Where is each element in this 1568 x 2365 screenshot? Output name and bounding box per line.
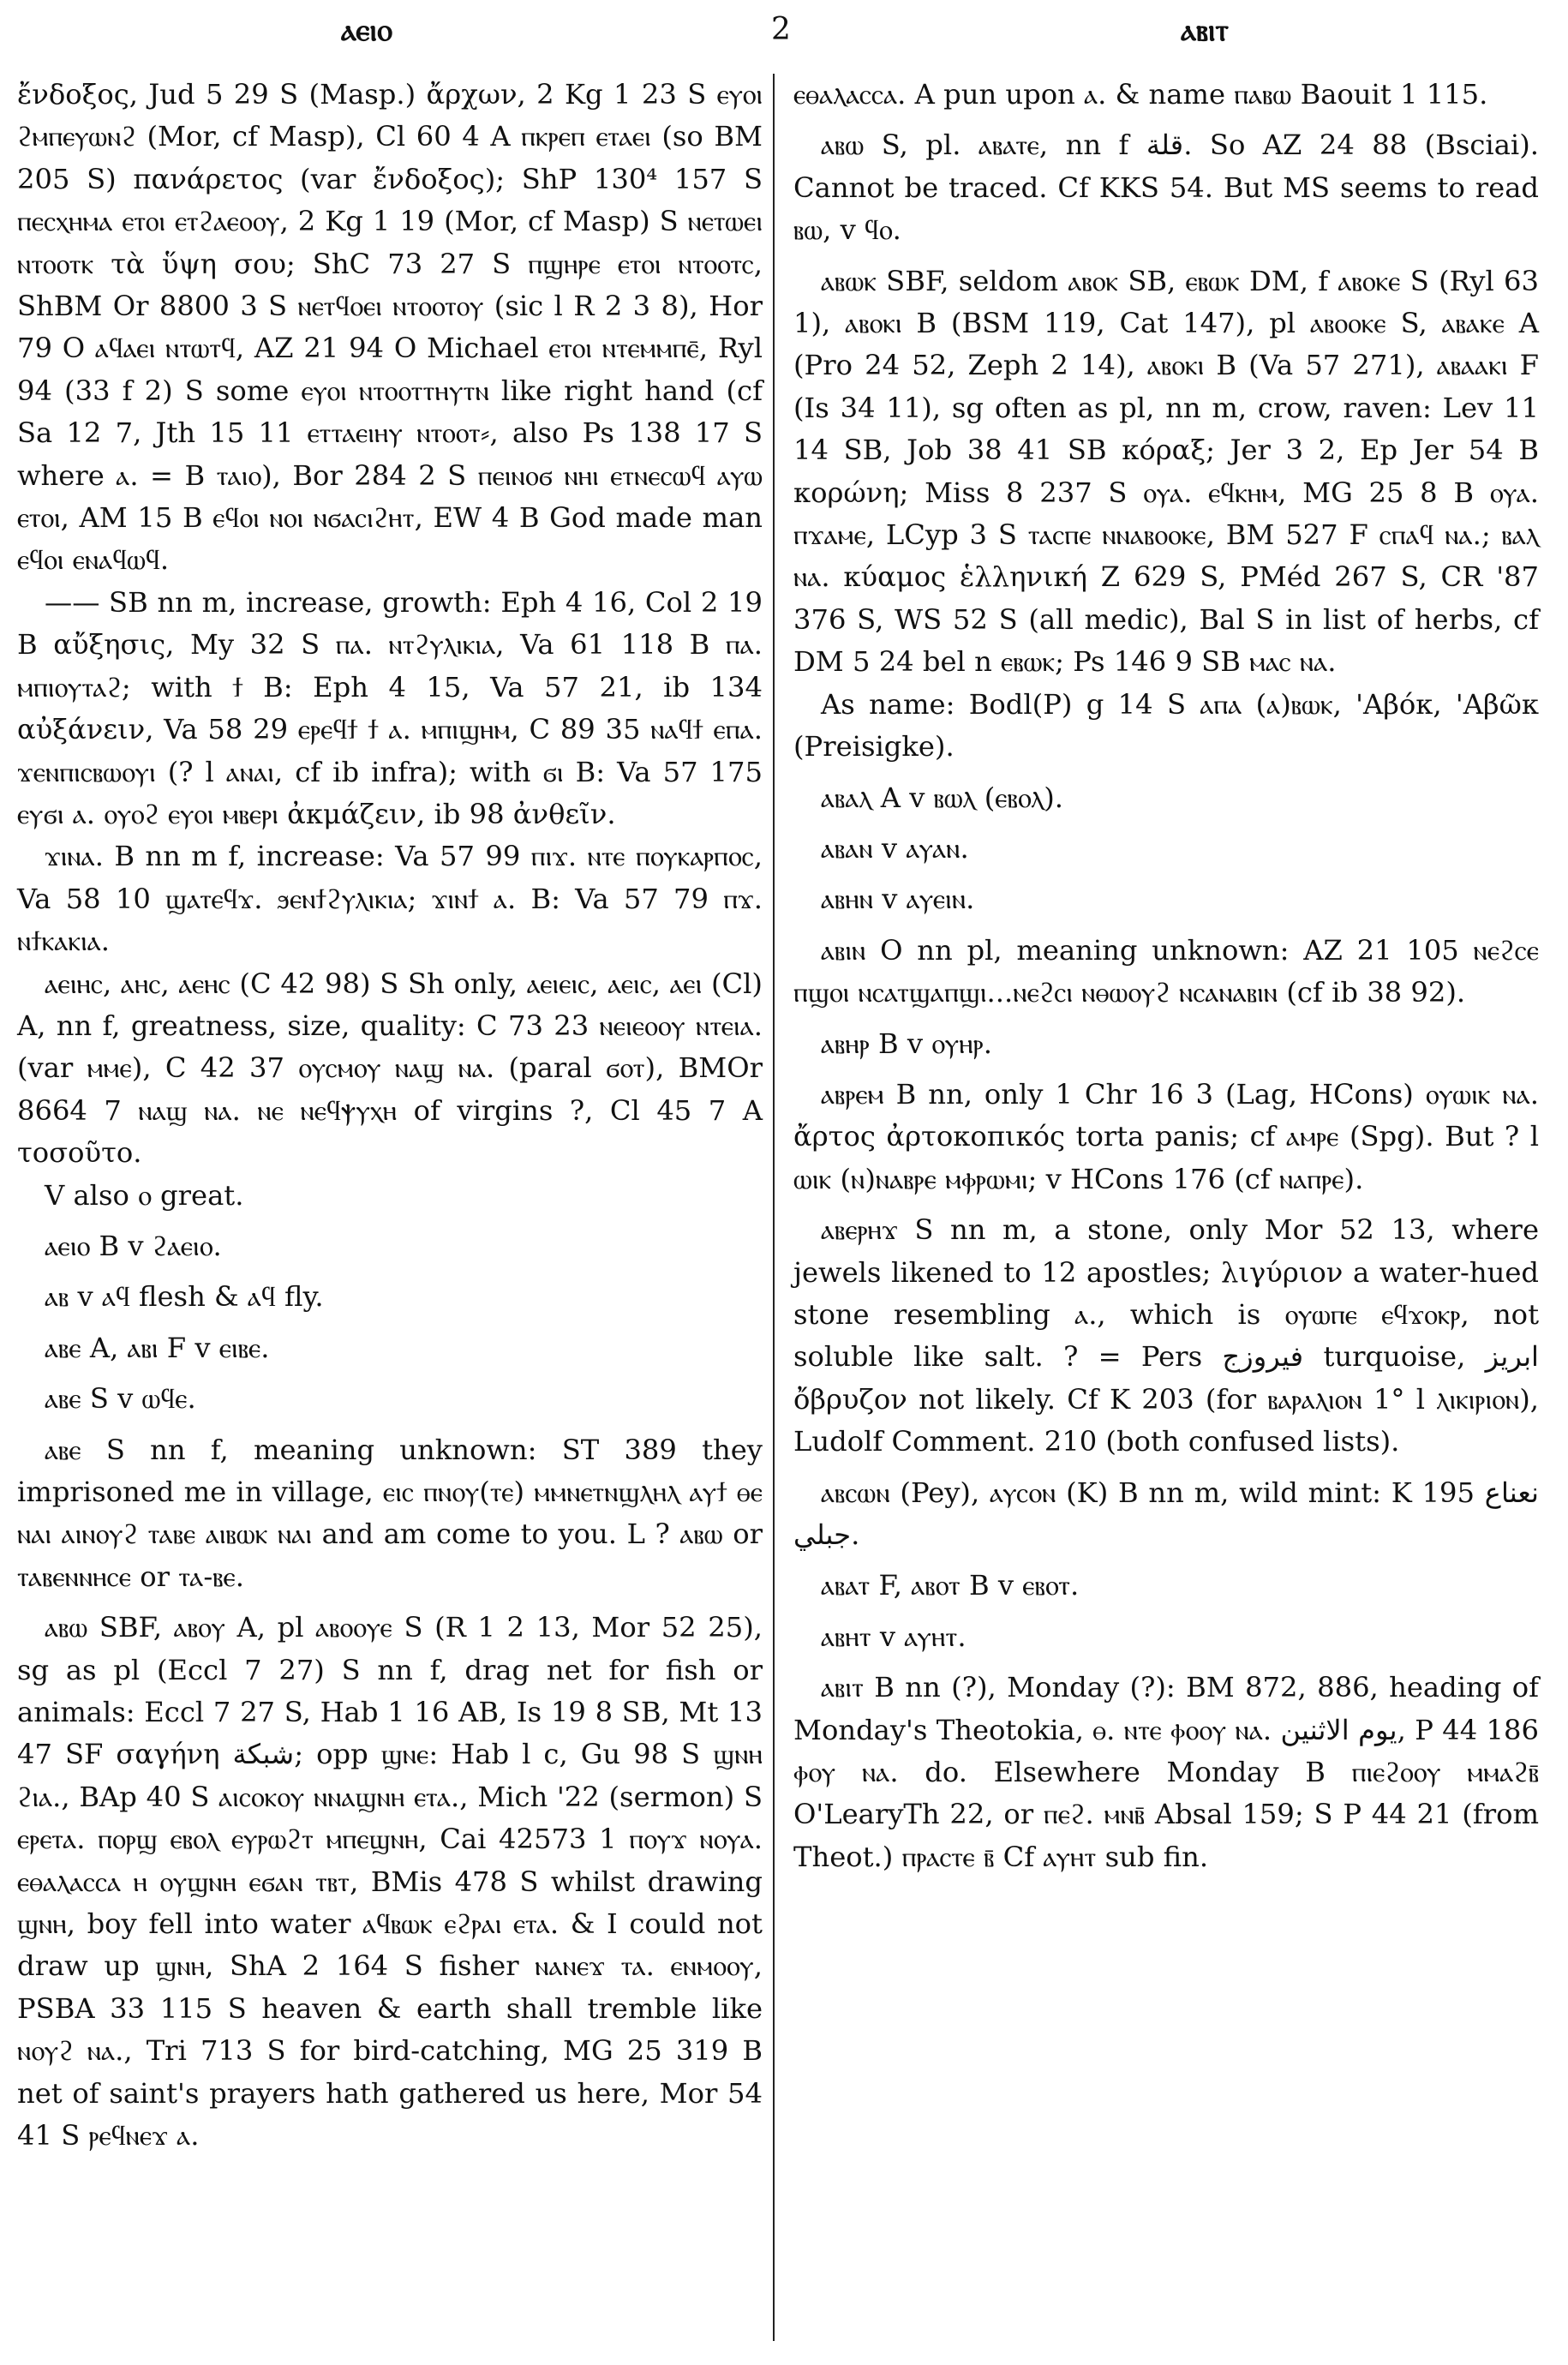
column-divider bbox=[773, 74, 775, 2341]
entry: ⲁⲃⲱ S, pl. ⲁⲃⲁⲧⲉ, nn f قلة. So AZ 24 88 (Bsciai). Cannot be traced. Cf KKS 54. But MS seems to read ⲃⲱ, v ϥⲟ. bbox=[793, 129, 1539, 247]
entry: ⲁⲃⲱⲕ SBF, seldom ⲁⲃⲟⲕ SB, ⲉⲃⲱⲕ DM, f ⲁⲃⲟⲕⲉ S (Ryl 63 1), ⲁⲃⲟⲕⲓ B (BSM 119, Cat 147), pl ⲁⲃⲟⲟⲕⲉ S, ⲁⲃⲁⲕⲉ A (Pro 24 52, Zeph 2 14), ⲁⲃⲟⲕⲓ B (Va 57 271), ⲁⲃⲁⲁⲕⲓ F (Is 34 11), sg often as pl, nn m, crow, raven: Lev 11 14 SB, Job 38 41 SB κόραξ; Jer 3 2, Ep Jer 54 B κορώνη; Miss 8 237 S ⲟⲩⲁ. ⲉϥⲕⲏⲙ, MG 25 8 B ⲟⲩⲁ. ⲡϫⲁⲙⲉ, LCyp 3 S ⲧⲁⲥⲡⲉ ⲛⲛⲁⲃⲟⲟⲕⲉ, BM 527 F ⲥⲡⲁϥ ⲛⲁ.; ⲃⲁⲗ ⲛⲁ. κύαμος ἑλληνική Z 629 S, PMéd 267 S, CR '87 376 S, WS 52 S (all medic), Bal S in list of herbs, cf DM 5 24 bel n ⲉⲃⲱⲕ; Ps 146 9 SB ⲙⲁⲥ ⲛⲁ. bbox=[793, 264, 1539, 679]
entry: ⲁⲉⲓⲟ B v ϩⲁⲉⲓⲟ. bbox=[45, 1229, 222, 1262]
paragraph: ϫⲓⲛⲁ. B nn m f, increase: Va 57 99 ⲡⲓϫ. ⲛⲧⲉ ⲡⲟⲩⲕⲁⲣⲡⲟⲥ, Va 58 10 ϣⲁⲧⲉϥϫ. ϧⲉⲛϯϩⲩⲗⲓⲕⲓⲁ; ϫⲓⲛϯ ⲁ. B: Va 57 79 ⲡϫ. ⲛϯⲕⲁⲕⲓⲁ. bbox=[17, 840, 763, 958]
paragraph: As name: Bodl(P) g 14 S ⲁⲡⲁ (ⲁ)ⲃⲱⲕ, 'Αβόκ, 'Αβῶκ (Preisigke). bbox=[793, 687, 1539, 763]
entry: ⲁⲃⲏⲧ v ⲁⲩⲏⲧ. bbox=[821, 1620, 967, 1653]
entry: ⲁⲃⲉ A, ⲁⲃⲓ F v ⲉⲓⲃⲉ. bbox=[45, 1331, 270, 1364]
page-number: 2 bbox=[771, 12, 791, 47]
entry: ⲁⲃⲁⲗ A v ⲃⲱⲗ (ⲉⲃⲟⲗ). bbox=[821, 781, 1064, 814]
running-head-right: ⲁⲃⲓⲧ bbox=[1181, 12, 1229, 48]
entry: ⲁⲃⲥⲱⲛ (Pey), ⲁⲩⲥⲟⲛ (K) B nn m, wild mint: K 195 نعناع جبلي. bbox=[793, 1476, 1539, 1551]
running-head-left: ⲁⲉⲓⲟ bbox=[341, 12, 392, 48]
entry: ⲁⲃⲉⲣⲏϫ S nn m, a stone, only Mor 52 13, where jewels likened to 12 apostles; λιγύριον a water-hued stone resembling ⲁ., which is ⲟⲩⲱⲡⲉ ⲉϥϫⲟⲕⲣ, not soluble like salt. ? = Pers فيروزج turquoise, ابريز ὄβρυζον not likely. Cf K 203 (for ⲃⲁⲣⲁⲗⲓⲟⲛ 1° l ⲗⲓⲕⲓⲣⲓⲟⲛ), Ludolf Comment. 210 (both confused lists). bbox=[793, 1213, 1539, 1458]
right-column bbox=[793, 74, 1539, 1878]
entry: ⲁⲃⲉ S nn f, meaning unknown: ST 389 they imprisoned me in village, ⲉⲓⲥ ⲡⲛⲟⲩ(ⲧⲉ) ⲙⲙⲛⲉⲧⲛϣⲗⲏⲗ ⲁⲩϯ ⲑⲉ ⲛⲁⲓ ⲁⲓⲛⲟⲩϩ ⲧⲁⲃⲉ ⲁⲓⲃⲱⲕ ⲛⲁⲓ and am come to you. L ? ⲁⲃⲱ or ⲧⲁⲃⲉⲛⲛⲏⲥⲉ or ⲧⲁ-ⲃⲉ. bbox=[17, 1433, 763, 1593]
paragraph: ⲁⲉⲓⲏⲥ, ⲁⲏⲥ, ⲁⲉⲏⲥ (C 42 98) S Sh only, ⲁⲉⲓⲉⲓⲥ, ⲁⲉⲓⲥ, ⲁⲉⲓ (Cl) A, nn f, greatness, size, quality: C 73 23 ⲛⲉⲓⲉⲟⲟⲩ ⲛⲧⲉⲓⲁ. (var ⲙⲙⲉ), C 42 37 ⲟⲩⲥⲙⲟⲩ ⲛⲁϣ ⲛⲁ. (paral ϭⲟⲧ), BMOr 8664 7 ⲛⲁϣ ⲛⲁ. ⲛⲉ ⲛⲉϥⲯⲩⲭⲏ of virgins ?, Cl 45 7 A τοσοῦτο. bbox=[17, 967, 763, 1170]
entry: ⲁⲃⲏⲛ v ⲁⲩⲉⲓⲛ. bbox=[821, 883, 975, 916]
entry: ⲁⲃⲏⲣ B v ⲟⲩⲏⲣ. bbox=[821, 1027, 992, 1060]
paragraph: ⲉⲑⲁⲗⲁⲥⲥⲁ. A pun upon ⲁ. & name ⲡⲁⲃⲱ Baouit 1 115. bbox=[793, 78, 1488, 111]
entry: ⲁⲃⲉ S v ⲱϥⲉ. bbox=[45, 1382, 196, 1416]
entry: ⲁⲃ v ⲁϥ flesh & ⲁϥ fly. bbox=[45, 1280, 324, 1314]
paragraph: —— SB nn m, increase, growth: Eph 4 16, Col 2 19 B αὔξησις, My 32 S ⲡⲁ. ⲛⲧϩⲩⲗⲓⲕⲓⲁ, Va 61 118 B ⲡⲁ. ⲙⲡⲓⲟⲩⲧⲁϩ; with ϯ B: Eph 4 15, Va 57 21, ib 134 αὐξάνειν, Va 58 29 ⲉⲣⲉϥϯ ϯ ⲁ. ⲙⲡⲓϣⲏⲙ, C 89 35 ⲛⲁϥϯ ⲉⲡⲁ. ϫⲉⲛⲡⲓⲥⲃⲱⲟⲩⲓ (? l ⲁⲛⲁⲓ, cf ib infra); with ϭⲓ B: Va 57 175 ⲉⲩϭⲓ ⲁ. ⲟⲩⲟϩ ⲉⲩⲟⲓ ⲙⲃⲉⲣⲓ ἀκμάζειν, ib 98 ἀνθεῖν. bbox=[17, 585, 763, 830]
entry: ⲁⲃⲁⲛ v ⲁⲩⲁⲛ. bbox=[821, 831, 969, 865]
entry: ⲁⲃⲓⲧ B nn (?), Monday (?): BM 872, 886, heading of Monday's Theotokia, ⲑ. ⲛⲧⲉ ⲫⲟⲟⲩ ⲛⲁ. يوم الاثنين, P 44 186 ⲫⲟⲩ ⲛⲁ. do. Elsewhere Monday B ⲡⲓⲉϩⲟⲟⲩ ⲙⲙⲁϩⲃ̄ O'LearyTh 22, or ⲡⲉϩ. ⲙⲛⲃ̄ Absal 159; S P 44 21 (from Theot.) ⲡⲣⲁⲥⲧⲉ ⲃ̄ Cf ⲁⲩⲏⲧ sub fin. bbox=[793, 1671, 1539, 1873]
left-column bbox=[17, 74, 763, 2158]
paragraph: V also ⲟ great. bbox=[45, 1178, 244, 1212]
entry: ⲁⲃⲓⲛ O nn pl, meaning unknown: AZ 21 105 ⲛⲉϩⲥⲉ ⲡϣⲟⲓ ⲛⲥⲁⲧϣⲁⲡϣⲓ...ⲛⲉϩⲥⲓ ⲛⲑⲱⲟⲩϩ ⲛⲥⲁⲛⲁⲃⲓⲛ (cf ib 38 92). bbox=[793, 933, 1539, 1009]
entry: ⲁⲃⲣⲉⲙ B nn, only 1 Chr 16 3 (Lag, HCons) ⲟⲩⲱⲓⲕ ⲛⲁ. ἄρτος ἀρτοκοπικός torta panis; cf ⲁⲙⲣⲉ (Spg). But ? l ⲱⲓⲕ (ⲛ)ⲛⲁⲃⲣⲉ ⲙⲫⲣⲱⲙⲓ; v HCons 176 (cf ⲛⲁⲡⲣⲉ). bbox=[793, 1077, 1539, 1195]
entry: ⲁⲃⲁⲧ F, ⲁⲃⲟⲧ B v ⲉⲃⲟⲧ. bbox=[821, 1569, 1080, 1602]
paragraph: ἔνδοξος, Jud 5 29 S (Masp.) ἄρχων, 2 Kg 1 23 S ⲉⲩⲟⲓ ϩⲙⲡⲉⲩⲱⲛϩ (Mor, cf Masp), Cl 60 4 A ⲡⲕⲣⲉⲡ ⲉⲧⲁⲉⲓ (so BM 205 S) πανάρετος (var ἔνδοξος); ShP 130⁴ 157 S ⲡⲉⲥⲭⲏⲙⲁ ⲉⲧⲟⲓ ⲉⲧϩⲁⲉⲟⲟⲩ, 2 Kg 1 19 (Mor, cf Masp) S ⲛⲉⲧⲱⲉⲓ ⲛⲧⲟⲟⲧⲕ τὰ ὕψη σου; ShC 73 27 S ⲡϣⲏⲣⲉ ⲉⲧⲟⲓ ⲛⲧⲟⲟⲧⲥ, ShBM Or 8800 3 S ⲛⲉⲧϥⲟⲉⲓ ⲛⲧⲟⲟⲧⲟⲩ (sic l R 2 3 8), Hor 79 O ⲁϥⲁⲉⲓ ⲛⲧⲱⲧϥ, AZ 21 94 O Michael ⲉⲧⲟⲓ ⲛⲧⲉⲙⲙⲡⲉ̄, Ryl 94 (33 f 2) S some ⲉⲩⲟⲓ ⲛⲧⲟⲟⲧⲧⲏⲩⲧⲛ like right hand (cf Sa 12 7, Jth 15 11 ⲉⲧⲧⲁⲉⲓⲏⲩ ⲛⲧⲟⲟⲧ⸗, also Ps 138 17 S where ⲁ. = B ⲧⲁⲓⲟ), Bor 284 2 S ⲡⲉⲓⲛⲟϭ ⲛⲏⲓ ⲉⲧⲛⲉⲥⲱϥ ⲁⲩⲱ ⲉⲧⲟⲓ, AM 15 B ⲉϥⲟⲓ ⲛⲟⲓ ⲛϭⲁⲥⲓϩⲏⲧ, EW 4 B God made man ⲉϥⲟⲓ ⲉⲛⲁϥⲱϥ. bbox=[17, 78, 763, 577]
page-header bbox=[21, 12, 1547, 63]
entry: ⲁⲃⲱ SBF, ⲁⲃⲟⲩ A, pl ⲁⲃⲟⲟⲩⲉ S (R 1 2 13, Mor 52 25), sg as pl (Eccl 7 27) S nn f, drag net for fish or animals: Eccl 7 27 S, Hab 1 16 AB, Is 19 8 SB, Mt 13 47 SF σαγήνη شبكة; opp ϣⲛⲉ: Hab l c, Gu 98 S ϣⲛⲏ ϩⲓⲁ., BAp 40 S ⲁⲓⲥⲟⲕⲟⲩ ⲛⲛⲁϣⲛⲏ ⲉⲧⲁ., Mich '22 (sermon) S ⲉⲣⲉⲧⲁ. ⲡⲟⲣϣ ⲉⲃⲟⲗ ⲉⲩⲣⲱϩⲧ ⲙⲡⲉϣⲛⲏ, Cai 42573 1 ⲡⲟⲩϫ ⲛⲟⲩⲁ. ⲉⲑⲁⲗⲁⲥⲥⲁ ⲏ ⲟⲩϣⲛⲏ ⲉϭⲁⲛ ⲧⲃⲧ, BMis 478 S whilst drawing ϣⲛⲏ, boy fell into water ⲁϥⲃⲱⲕ ⲉϩⲣⲁⲓ ⲉⲧⲁ. & I could not draw up ϣⲛⲏ, ShA 2 164 S fisher ⲛⲁⲛⲉϫ ⲧⲁ. ⲉⲛⲙⲟⲟⲩ, PSBA 33 115 S heaven & earth shall tremble like ⲛⲟⲩϩ ⲛⲁ., Tri 713 S for bird-catching, MG 25 319 B net of saint's prayers hath gathered us here, Mor 54 41 S ⲣⲉϥⲛⲉϫ ⲁ. bbox=[17, 1611, 763, 2152]
